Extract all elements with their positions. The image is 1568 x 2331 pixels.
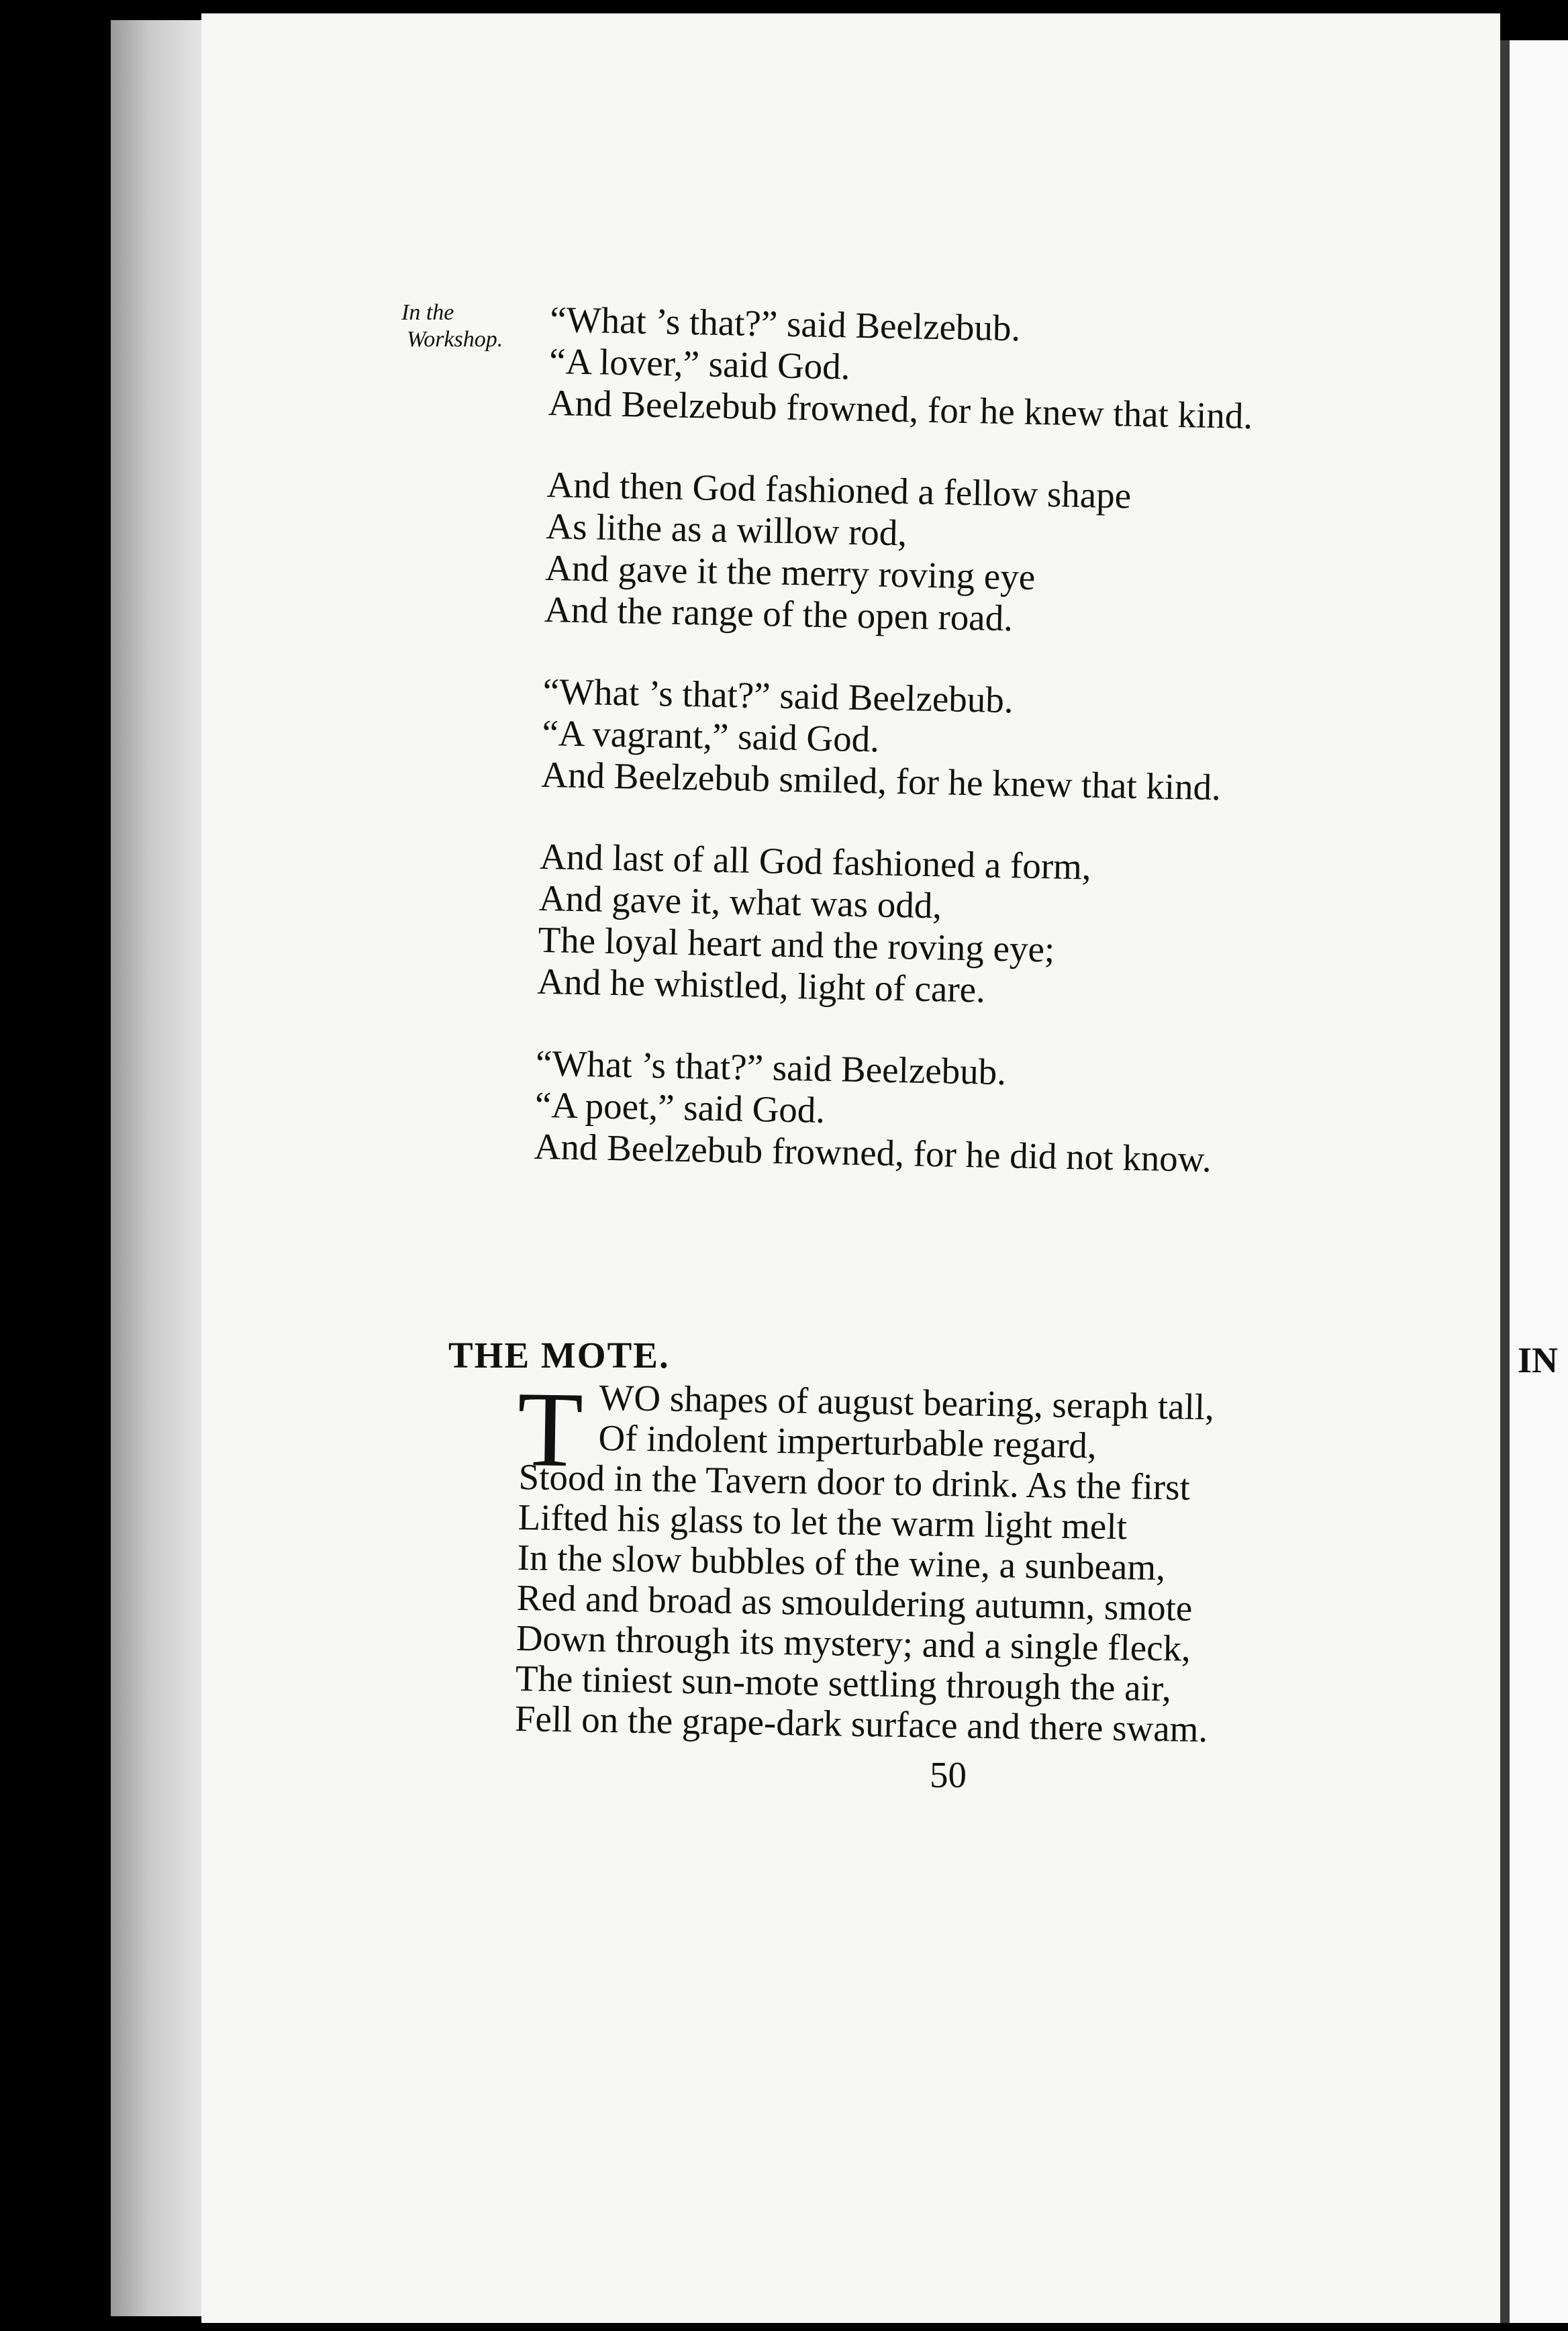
sidenote-line: In the [401, 300, 454, 325]
stanza [537, 836, 1244, 1016]
verse-line: And last of all God fashioned a form, [539, 835, 1092, 888]
verse-line: “What ’s that?” said Beelzebub. [549, 299, 1021, 349]
verse-line: “A poet,” said God. [534, 1084, 826, 1131]
verse-line: In the slow bubbles of the wine, a sunbeam, [517, 1536, 1166, 1588]
verse-line: The loyal heart and the roving eye; [538, 918, 1055, 970]
verse-line: And gave it, what was odd, [538, 877, 942, 926]
verse-line: And gave it the merry roving eye [544, 546, 1036, 598]
stanza [534, 1043, 1240, 1181]
verse-line: And Beelzebub frowned, for he did not know. [534, 1125, 1212, 1180]
facing-page [1500, 40, 1568, 2323]
poem-the-mote [514, 1368, 1393, 1752]
stanza [541, 671, 1248, 809]
book-page-edge [111, 20, 205, 2316]
verse-line: Red and broad as smouldering autumn, smote [516, 1576, 1193, 1629]
verse-line: As lithe as a willow rod, [545, 505, 908, 554]
facing-page-fragment: IN [1518, 1340, 1559, 1380]
verse-line: And Beelzebub frowned, for he knew that kind. [548, 381, 1253, 437]
drop-capital: T [516, 1368, 584, 1490]
verse-line: And then God fashioned a fellow shape [546, 463, 1132, 516]
verse-line: Down through its mystery; and a single fleck, [516, 1617, 1191, 1669]
stanza [544, 464, 1252, 644]
page-number: 50 [930, 1754, 967, 1795]
verse-line: And Beelzebub smiled, for he knew that kind. [540, 753, 1222, 808]
verse-line: Fell on the grape-dark surface and there swam. [514, 1697, 1208, 1750]
verse-line: And the range of the open road. [544, 588, 1014, 639]
verse-line: Stood in the Tavern door to drink. As the first [518, 1456, 1191, 1508]
sidenote-line: Workshop. [407, 327, 503, 352]
verse-line: And he whistled, light of care. [536, 960, 986, 1010]
verse-line: “What ’s that?” said Beelzebub. [542, 670, 1014, 721]
poem-in-the-workshop [533, 299, 1255, 1221]
verse-line: WO shapes of august bearing, seraph tall, [599, 1376, 1215, 1428]
verse-line: The tiniest sun-mote settling through the air, [515, 1657, 1172, 1709]
verse-line: “A vagrant,” said God. [542, 712, 880, 760]
verse-line: “A lover,” said God. [548, 340, 851, 387]
verse-line: Of indolent imperturbable regard, [598, 1417, 1097, 1466]
verse-line: Lifted his glass to let the warm light melt [518, 1496, 1128, 1548]
poem-title: THE MOTE. [448, 1335, 670, 1376]
margin-sidenote [401, 299, 503, 353]
stanza [548, 299, 1255, 437]
verse-line: “What ’s that?” said Beelzebub. [535, 1042, 1007, 1093]
